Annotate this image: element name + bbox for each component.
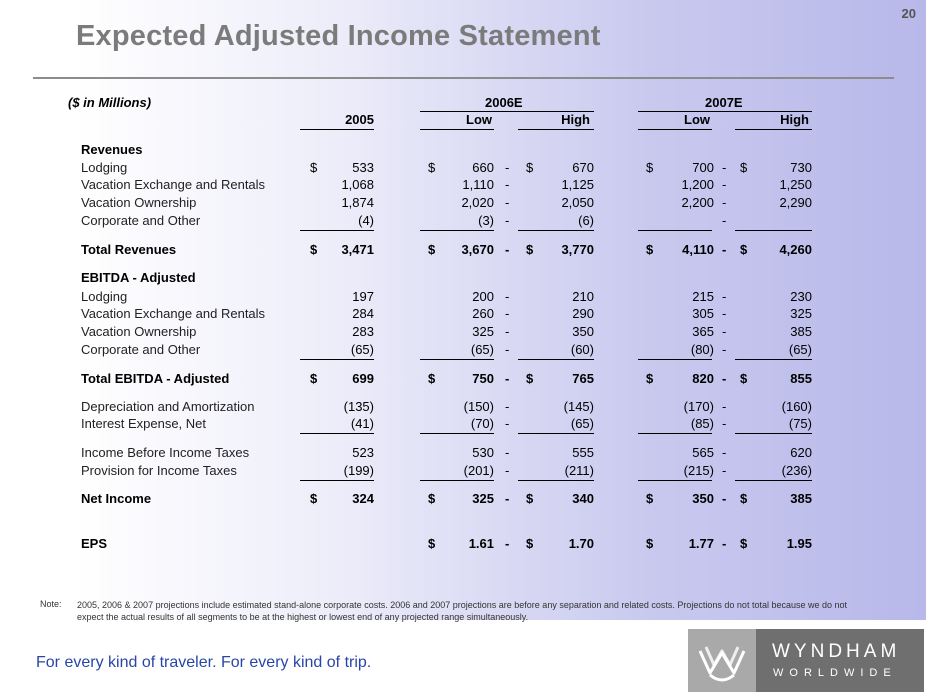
dollar-sign: $ bbox=[646, 242, 654, 257]
cell-v2005: 197 bbox=[352, 289, 374, 304]
header-2006-high-rule bbox=[518, 129, 594, 130]
range-dash: - bbox=[722, 445, 727, 460]
subtotal-rule bbox=[300, 359, 374, 360]
subtotal-rule bbox=[735, 359, 812, 360]
subtotal-rule bbox=[735, 480, 812, 481]
header-2007-high: High bbox=[780, 112, 809, 127]
header-2006e: 2006E bbox=[485, 95, 523, 110]
dollar-sign: $ bbox=[310, 160, 318, 175]
cell-l06: 660 bbox=[472, 160, 494, 175]
cell-v2005: (4) bbox=[358, 213, 374, 228]
range-dash: - bbox=[505, 324, 510, 339]
cell-l07: (215) bbox=[683, 463, 714, 478]
range-dash: - bbox=[722, 416, 727, 431]
cell-h07: 325 bbox=[790, 306, 812, 321]
row-label: EBITDA - Adjusted bbox=[81, 270, 196, 285]
row-label: Corporate and Other bbox=[81, 213, 201, 228]
cell-l06: 325 bbox=[472, 324, 494, 339]
dollar-sign: $ bbox=[428, 371, 436, 386]
units-label: ($ in Millions) bbox=[68, 95, 152, 110]
dollar-sign: $ bbox=[428, 536, 436, 551]
cell-l06: (3) bbox=[478, 213, 494, 228]
header-2007-low-rule bbox=[638, 129, 712, 130]
note-label: Note: bbox=[40, 599, 62, 609]
subtotal-rule bbox=[735, 230, 812, 231]
header-2007e: 2007E bbox=[705, 95, 743, 110]
dollar-sign: $ bbox=[310, 491, 318, 506]
dollar-sign: $ bbox=[740, 536, 748, 551]
cell-h07: 230 bbox=[790, 289, 812, 304]
subtotal-rule bbox=[638, 230, 712, 231]
cell-h06: 765 bbox=[572, 371, 594, 386]
header-2006-low: Low bbox=[466, 112, 492, 127]
note-text: 2005, 2006 & 2007 projections include estimated stand-alone corporate costs. 2006 and 2007 projections are before any separation and related costs. Projections do not total because we do not expect the actual results of all segments to be at the highest or lowest end of any projected range simultaneously. bbox=[77, 600, 848, 622]
cell-l07: 700 bbox=[692, 160, 714, 175]
cell-l06: 2,020 bbox=[461, 195, 494, 210]
range-dash: - bbox=[505, 371, 510, 386]
cell-v2005: 1,874 bbox=[341, 195, 374, 210]
cell-v2005: (199) bbox=[343, 463, 374, 478]
cell-v2005: 324 bbox=[352, 491, 374, 506]
dollar-sign: $ bbox=[526, 242, 534, 257]
range-dash: - bbox=[722, 177, 727, 192]
range-dash: - bbox=[505, 463, 510, 478]
subtotal-rule bbox=[300, 230, 374, 231]
cell-h06: 1,125 bbox=[561, 177, 594, 192]
range-dash: - bbox=[722, 324, 727, 339]
cell-l06: 1,110 bbox=[462, 177, 494, 192]
cell-h07: 620 bbox=[790, 445, 812, 460]
row-label: Revenues bbox=[81, 142, 143, 157]
header-2006-low-rule bbox=[420, 129, 494, 130]
cell-l06: 260 bbox=[472, 306, 494, 321]
cell-l06: 200 bbox=[472, 289, 494, 304]
subtotal-rule bbox=[420, 433, 494, 434]
cell-h06: 290 bbox=[572, 306, 594, 321]
range-dash: - bbox=[505, 306, 510, 321]
subtotal-rule bbox=[638, 480, 712, 481]
subtotal-rule bbox=[638, 433, 712, 434]
row-label: Vacation Exchange and Rentals bbox=[81, 177, 266, 192]
cell-h06: 2,050 bbox=[561, 195, 594, 210]
range-dash: - bbox=[722, 399, 727, 414]
cell-h06: 210 bbox=[572, 289, 594, 304]
cell-v2005: 699 bbox=[352, 371, 374, 386]
dollar-sign: $ bbox=[646, 491, 654, 506]
range-dash: - bbox=[722, 289, 727, 304]
range-dash: - bbox=[722, 195, 727, 210]
cell-v2005: 284 bbox=[352, 306, 374, 321]
row-label: Net Income bbox=[81, 491, 152, 506]
range-dash: - bbox=[722, 160, 727, 175]
cell-l07: 215 bbox=[692, 289, 714, 304]
range-dash: - bbox=[722, 213, 727, 228]
cell-l06: (70) bbox=[470, 416, 494, 431]
wyndham-logo bbox=[688, 629, 924, 692]
range-dash: - bbox=[505, 160, 510, 175]
range-dash: - bbox=[722, 342, 727, 357]
row-label: EPS bbox=[81, 536, 108, 551]
header-2005: 2005 bbox=[345, 112, 374, 127]
range-dash: - bbox=[722, 536, 727, 551]
cell-l07: 565 bbox=[692, 445, 714, 460]
subtotal-rule bbox=[518, 359, 594, 360]
tagline: For every kind of traveler. For every kind of trip. bbox=[36, 654, 372, 671]
cell-h06: (65) bbox=[570, 416, 594, 431]
header-2007-low: Low bbox=[684, 112, 710, 127]
range-dash: - bbox=[722, 371, 727, 386]
cell-v2005: 533 bbox=[352, 160, 374, 175]
cell-v2005: 523 bbox=[352, 445, 374, 460]
cell-l06: 1.61 bbox=[468, 536, 494, 551]
cell-l07: 365 bbox=[692, 324, 714, 339]
subtotal-rule bbox=[518, 433, 594, 434]
cell-h06: (211) bbox=[564, 463, 594, 478]
cell-h07: 730 bbox=[790, 160, 812, 175]
cell-l07: (170) bbox=[683, 399, 714, 414]
cell-l06: 530 bbox=[472, 445, 494, 460]
cell-h06: 350 bbox=[572, 324, 594, 339]
cell-v2005: (41) bbox=[350, 416, 374, 431]
subtotal-rule bbox=[518, 230, 594, 231]
cell-l07: 4,110 bbox=[682, 242, 714, 257]
dollar-sign: $ bbox=[428, 160, 436, 175]
cell-h07: (65) bbox=[788, 342, 812, 357]
cell-l07: 1,200 bbox=[681, 177, 714, 192]
subtotal-rule bbox=[300, 433, 374, 434]
range-dash: - bbox=[722, 306, 727, 321]
cell-h07: 385 bbox=[790, 324, 812, 339]
cell-h07: 1.95 bbox=[786, 536, 812, 551]
range-dash: - bbox=[505, 242, 510, 257]
cell-h06: 555 bbox=[572, 445, 594, 460]
cell-l06: (150) bbox=[463, 399, 494, 414]
cell-l06: (201) bbox=[463, 463, 494, 478]
range-dash: - bbox=[505, 445, 510, 460]
header-2007-high-rule bbox=[735, 129, 812, 130]
row-label: Interest Expense, Net bbox=[81, 416, 207, 431]
cell-h07: 1,250 bbox=[779, 177, 812, 192]
range-dash: - bbox=[505, 177, 510, 192]
range-dash: - bbox=[505, 289, 510, 304]
range-dash: - bbox=[505, 399, 510, 414]
row-label: Lodging bbox=[81, 160, 128, 175]
subtotal-rule bbox=[300, 480, 374, 481]
cell-h06: 3,770 bbox=[561, 242, 594, 257]
dollar-sign: $ bbox=[526, 371, 534, 386]
dollar-sign: $ bbox=[526, 491, 534, 506]
cell-h07: (75) bbox=[788, 416, 812, 431]
row-label: Vacation Exchange and Rentals bbox=[81, 306, 266, 321]
row-label: Vacation Ownership bbox=[81, 195, 197, 210]
row-label: Vacation Ownership bbox=[81, 324, 197, 339]
dollar-sign: $ bbox=[526, 536, 534, 551]
dollar-sign: $ bbox=[740, 242, 748, 257]
title-divider bbox=[33, 77, 894, 79]
logo-wordmark: WYNDHAM bbox=[772, 641, 901, 662]
row-label: Lodging bbox=[81, 289, 128, 304]
subtotal-rule bbox=[735, 433, 812, 434]
cell-l07: 350 bbox=[692, 491, 714, 506]
cell-h07: 855 bbox=[790, 371, 812, 386]
cell-l07: 1.77 bbox=[688, 536, 714, 551]
dollar-sign: $ bbox=[310, 371, 318, 386]
range-dash: - bbox=[505, 195, 510, 210]
cell-h07: 4,260 bbox=[779, 242, 812, 257]
dollar-sign: $ bbox=[428, 491, 436, 506]
header-2005-rule bbox=[300, 129, 374, 130]
page-number: 20 bbox=[901, 6, 916, 21]
cell-h06: (60) bbox=[570, 342, 594, 357]
cell-h06: 1.70 bbox=[568, 536, 594, 551]
cell-h07: (236) bbox=[781, 463, 812, 478]
range-dash: - bbox=[722, 463, 727, 478]
page-title: Expected Adjusted Income Statement bbox=[76, 20, 601, 52]
cell-h07: 385 bbox=[790, 491, 812, 506]
cell-l06: 325 bbox=[472, 491, 494, 506]
range-dash: - bbox=[505, 416, 510, 431]
cell-v2005: (135) bbox=[343, 399, 374, 414]
cell-h07: (160) bbox=[781, 399, 812, 414]
range-dash: - bbox=[505, 342, 510, 357]
header-2006-high: High bbox=[561, 112, 590, 127]
cell-l07: 305 bbox=[692, 306, 714, 321]
cell-v2005: 3,471 bbox=[341, 242, 374, 257]
row-label: Total EBITDA - Adjusted bbox=[81, 371, 230, 386]
wyndham-emblem-icon bbox=[688, 629, 756, 692]
dollar-sign: $ bbox=[740, 160, 748, 175]
cell-l07: 2,200 bbox=[681, 195, 714, 210]
subtotal-rule bbox=[638, 359, 712, 360]
subtotal-rule bbox=[420, 230, 494, 231]
dollar-sign: $ bbox=[526, 160, 534, 175]
dollar-sign: $ bbox=[646, 371, 654, 386]
cell-l06: 3,670 bbox=[461, 242, 494, 257]
row-label: Corporate and Other bbox=[81, 342, 201, 357]
cell-l07: (80) bbox=[690, 342, 714, 357]
range-dash: - bbox=[722, 491, 727, 506]
range-dash: - bbox=[722, 242, 727, 257]
cell-l07: 820 bbox=[692, 371, 714, 386]
dollar-sign: $ bbox=[646, 160, 654, 175]
dollar-sign: $ bbox=[310, 242, 318, 257]
cell-h06: (145) bbox=[563, 399, 594, 414]
dollar-sign: $ bbox=[428, 242, 436, 257]
row-label: Total Revenues bbox=[81, 242, 177, 257]
cell-h06: (6) bbox=[578, 213, 594, 228]
cell-v2005: 283 bbox=[352, 324, 374, 339]
dollar-sign: $ bbox=[740, 491, 748, 506]
subtotal-rule bbox=[420, 480, 494, 481]
range-dash: - bbox=[505, 536, 510, 551]
row-label: Depreciation and Amortization bbox=[81, 399, 255, 414]
row-label: Income Before Income Taxes bbox=[81, 445, 250, 460]
dollar-sign: $ bbox=[646, 536, 654, 551]
row-label: Provision for Income Taxes bbox=[81, 463, 237, 478]
cell-l06: 750 bbox=[472, 371, 494, 386]
logo-subword: WORLDWIDE bbox=[773, 667, 897, 679]
subtotal-rule bbox=[518, 480, 594, 481]
cell-v2005: (65) bbox=[350, 342, 374, 357]
cell-h06: 670 bbox=[572, 160, 594, 175]
cell-v2005: 1,068 bbox=[341, 177, 374, 192]
range-dash: - bbox=[505, 213, 510, 228]
cell-h07: 2,290 bbox=[779, 195, 812, 210]
range-dash: - bbox=[505, 491, 510, 506]
cell-h06: 340 bbox=[572, 491, 594, 506]
dollar-sign: $ bbox=[740, 371, 748, 386]
cell-l06: (65) bbox=[470, 342, 494, 357]
cell-l07: (85) bbox=[690, 416, 714, 431]
subtotal-rule bbox=[420, 359, 494, 360]
